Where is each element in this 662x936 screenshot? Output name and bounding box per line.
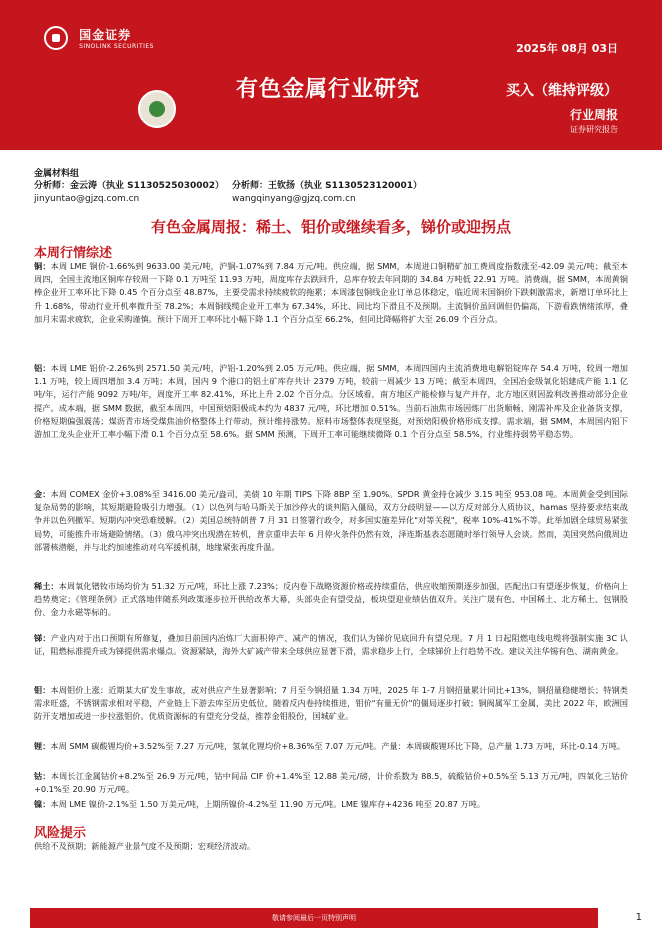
report-header [0, 0, 662, 150]
logo-icon [44, 26, 68, 50]
paragraph-molybdenum [34, 684, 628, 724]
paragraph-text: 本周 LME 铜价-1.66%到 9633.00 美元/吨，沪铜-1.07%到 7.84 万元/吨。供应端，据 SMM，本周进口铜精矿加工费周度指数涨至-42.09 美元/吨；截至本周四，全国主流地区铜库存较周一下降 0.1 万吨至 11.93 万吨，周度库存去跌回升，总库存较去年同期的 34.84 万吨低 22.91 万吨。消费端，据 SMM，本周黄铜棒企业开工率环比下降 0.45 个百分点至 48.87%，主要受需求持续疲软的拖累；本周漆包铜线企业订单总体稳定，临近周末国铜价下跌刺激需求，新增订单环比上升 1.68%，带动行业开机率微升至 78.2%；本周铜线缆企业开工率为 67.34%，环比、同比均下滑且不及预期。主流铜价虽回调但仍偏高，下游看跌情绪浓厚，叠加月末需求疲软，企业采购谨慎。预计下周开工率环比小幅下降 1.1 个百分点至 66.2%，但同比降幅将扩大至 26.09 个百分点。 [34, 261, 628, 324]
risk-text: 供给不及预期；新能源产业景气度不及预期；宏观经济波动。 [34, 841, 256, 851]
paragraph-lead: 镍： [34, 799, 51, 809]
paragraph-lead: 金： [34, 489, 51, 499]
paragraph-lead: 稀土： [34, 581, 59, 591]
company-logo [44, 26, 154, 50]
paragraph-text: 本周 SMM 碳酸锂均价+3.52%至 7.27 万元/吨，氢氧化锂均价+8.36%至 7.07 万元/吨。产量：本周碳酸锂环比下降，总产量 1.73 万吨，环比-0.14 万吨。 [50, 741, 626, 751]
report-date: 2025年 08月 03日 [516, 42, 618, 55]
analyst-2: 分析师：王钦扬（执业 S1130523120001） [232, 181, 423, 191]
report-type: 行业周报 [569, 108, 618, 122]
paragraph-copper [34, 260, 628, 326]
report-subtype: 证券研究报告 [570, 125, 618, 134]
section-summary-heading: 本周行情综述 [34, 246, 113, 261]
paragraph-text: 本周钼价上涨：近期某大矿发生事故，或对供应产生显著影响；7 月至今钢招量 1.34 万吨，2025 年 1-7 月钢招量累计同比+13%，钢招量稳健增长；特钢类需求旺盛，不锈钢需求相对平稳，产业链上下游去库至历史低位，随着反内卷持续推进，钼价"有量无价"的僵局逐步打破；铜阀属军工金属，美比 2022 年，欧洲国防开支增加或进一步拉涨钼价。优质资源标的有望充分受益，推荐金钼股份，国城矿业。 [34, 685, 628, 722]
report-category-title: 有色金属行业研究 [236, 77, 421, 102]
analyst-2-email[interactable]: wangqinyang@gjzq.com.cn [232, 194, 356, 204]
footer-disclaimer: 敬请参阅最后一页特别声明 [30, 908, 598, 928]
rating-label: 买入（维持评级） [506, 83, 618, 99]
paragraph-nickel [34, 798, 628, 811]
analyst-1-email[interactable]: jinyuntao@gjzq.com.cn [34, 194, 140, 204]
paragraph-lead: 铝： [34, 363, 51, 373]
page-number: 1 [635, 912, 642, 923]
paragraph-lead: 钴： [34, 771, 51, 781]
paragraph-lithium [34, 740, 628, 753]
paragraph-text: 本周长江金属钴价+8.2%至 26.9 万元/吨，钴中间品 CIF 价+1.4%至 12.88 美元/磅，计价系数为 88.5，硫酸钴价+0.5%至 5.13 万元/吨，四氧化三钴价+0.1%至 20.90 万元/吨。 [34, 771, 628, 795]
paragraph-antimony [34, 632, 628, 658]
paragraph-aluminum [34, 362, 628, 441]
paragraph-text: 产业内对于出口预期有所修复，叠加目前国内冶炼厂大面积停产、减产的情况，我们认为锑价见底回升有望兑现。7 月 1 日起阻燃电线电缆将强制实施 3C 认证，阻燃标准提升或为锑提供需求爆点。资源紧缺，海外大矿减产带来全球供应显著下滑，需求稳步上行，全球锑价上行趋势不改。建议关注华锡有色、湖南黄金。 [34, 633, 628, 657]
seal-icon [138, 90, 176, 128]
document-title: 有色金属周报：稀土、钼价或继续看多，锑价或迎拐点 [150, 218, 511, 236]
logo-cn: 国金证券 [79, 28, 132, 42]
paragraph-cobalt [34, 770, 628, 796]
paragraph-text: 本周 LME 铝价-2.26%到 2571.50 美元/吨，沪铝-1.20%到 2.05 万元/吨。供应端，据 SMM，本周四国内主流消费地电解铝锭库存 54.4 万吨，较周一增加 1.1 万吨，较上周四增加 3.4 万吨；本周，国内 9 个港口的铝土矿库存共计 2379 万吨，较前一周减少 13 万吨；截至本周四，全国冶金级氧化铝建成产能 1.1 亿吨/年，运行产能 9092 万吨/年，周度开工率 82.41%，环比上升 2.02 个百分点。分区域看，南方地区产能检修与复产并存，北方地区则因盈利改善推动部分企业提产。成本端，据 SMM 数据，截至本周四，中国预焙阳极成本约为 4837 元/吨，环比增加 0.51%。当前石油焦市场因炼厂出货顺畅、刚需补库及企业备货支撑，价格短期偏强震荡；煤沥青市场受煤焦油价格整体上行带动，预计维持涨势。原料市场整体表现坚挺，对预焙阳极价格形成支撑。需求端，据 SMM，本周国内铝下游加工龙头企业开工率小幅下滑 0.1 个百分点至 58.6%。据 SMM 预测，下周开工率可能继续微降 0.1 个百分点至 58.5%，行业维持弱势平稳态势。 [34, 363, 628, 440]
paragraph-text: 本周氧化镨钕市场均价为 51.32 万元/吨，环比上涨 7.23%；反内卷下战略资源价格或持续重估，供应收缩预期逐步加强，匹配出口有望逐步恢复，价格向上趋势奠定；《管理条例》正式落地伴随系列政策逐步拉开供给改革大幕，头部央企有望受益，板块望迎业绩估值双升。关注广晟有色、中国稀土、北方稀土、包钢股份、金力永磁等标的。 [34, 581, 628, 618]
paragraph-lead: 钼： [34, 685, 51, 695]
paragraph-rare-earth [34, 580, 628, 620]
analyst-1: 分析师：金云涛（执业 S1130525030002） [34, 181, 225, 191]
logo-en: SINOLINK SECURITIES [79, 43, 154, 50]
paragraph-text: 本周 COMEX 金价+3.08%至 3416.00 美元/盎司，美债 10 年期 TIPS 下降 8BP 至 1.90%。SPDR 黄金持仓减少 3.15 吨至 953.08 吨。本周黄金受到国际复杂局势的影响，其短期避险吸引力增强。（1）以色列与哈马斯关于加沙停火的谈判陷入僵局，双方分歧明显——以方反对部分人质协议，hamas 坚持要求结束战争并以色列撤军。短期内冲突恐难缓解。（2）美国总统特朗普 7 月 31 日签署行政令，对多国实施差异化"对等关税"，税率 10%-41%不等。此举加剧全球贸易紧张局势，可能推升市场避险情绪。（3）俄乌冲突出现潜在转机，普京重申去年 6 月停火条件仍然有效，泽连斯基表态愿随时举行领导人会谈。然而，美国突然向俄周边部署核潜艇，并与北约加速推动对乌军援机制，地缘紧张再度升温。 [34, 489, 628, 552]
paragraph-lead: 锑： [34, 633, 51, 643]
section-risk-heading: 风险提示 [34, 826, 87, 841]
paragraph-lead: 铜： [34, 261, 51, 271]
paragraph-gold [34, 488, 628, 554]
paragraph-lead: 锂： [34, 741, 51, 751]
team-name: 金属材料组 [34, 169, 80, 179]
paragraph-text: 本周 LME 镍价-2.1%至 1.50 万美元/吨，上期所镍价-4.2%至 11.90 万元/吨。LME 镍库存+4236 吨至 20.87 万吨。 [50, 799, 486, 809]
